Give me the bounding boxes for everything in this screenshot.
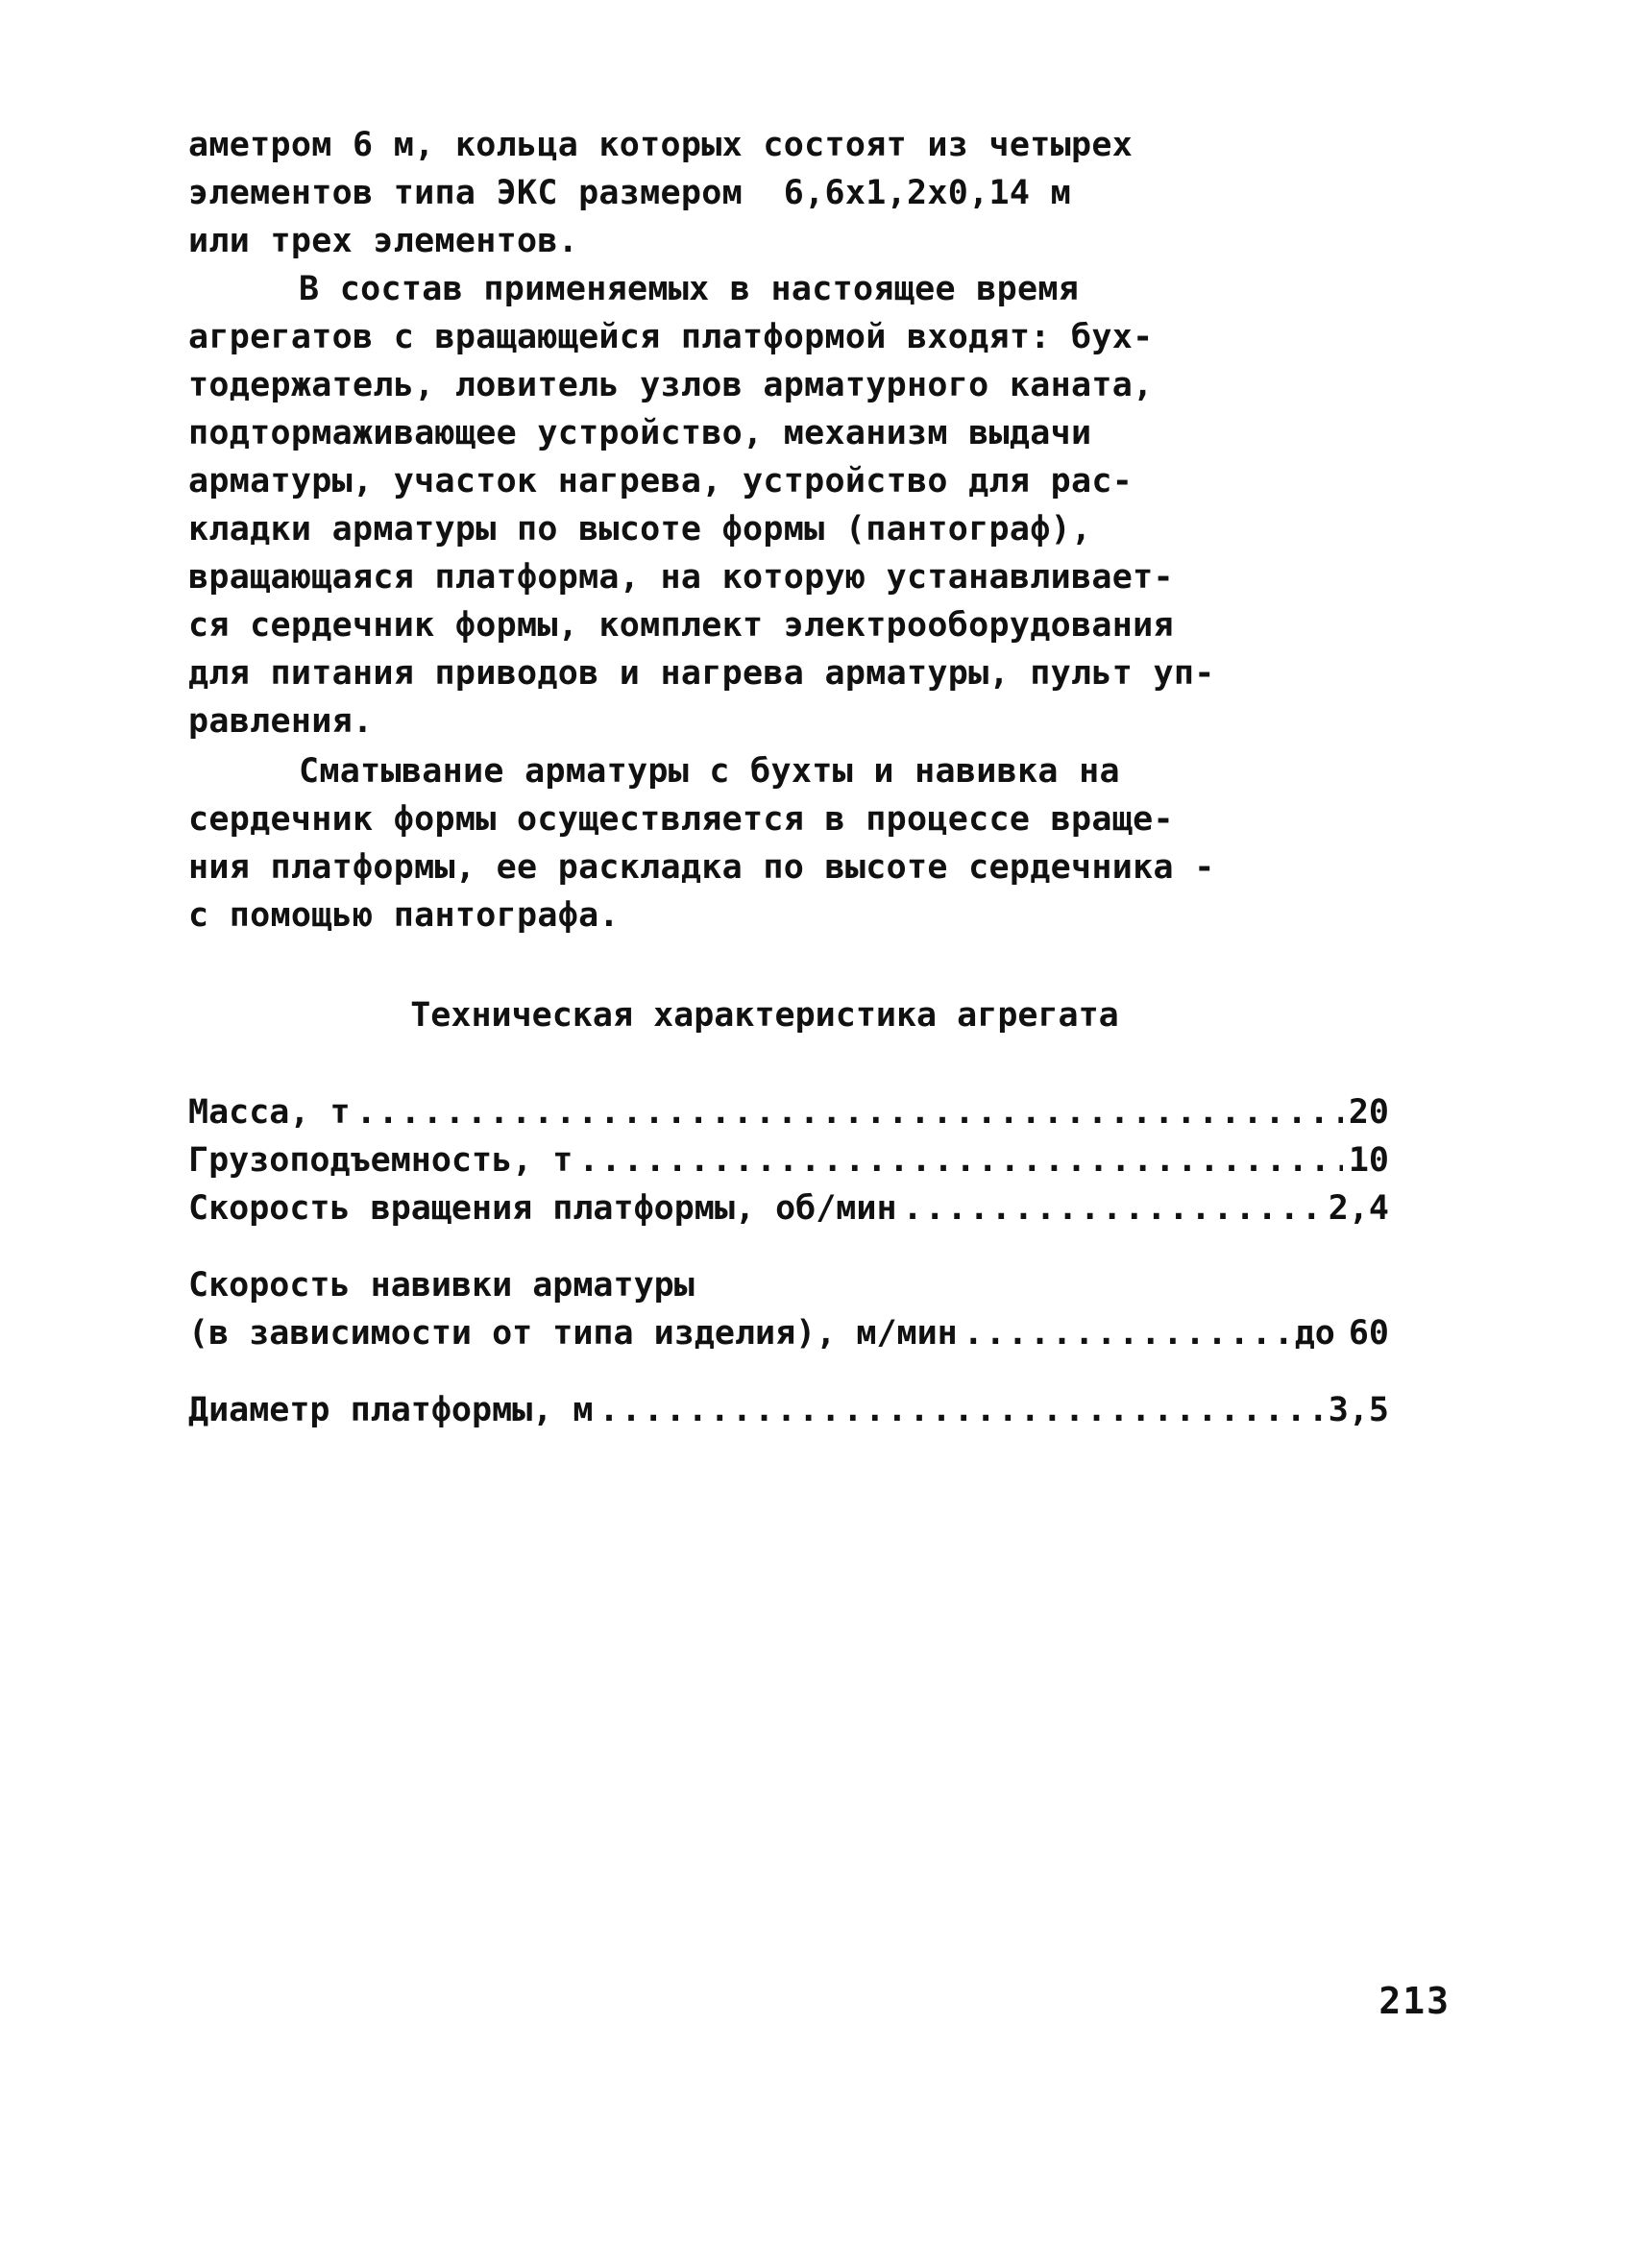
text-line: подтормаживающее устройство, механизм выдачи <box>188 414 1092 452</box>
text-line: В состав применяемых в настоящее время <box>299 270 1080 308</box>
text-line: агрегатов с вращающейся платформой входят: бух- <box>188 318 1154 356</box>
spec-label: Масса, т <box>188 1093 351 1132</box>
paragraph-winding-process <box>188 747 1389 939</box>
text-line: для питания приводов и нагрева арматуры, пульт уп- <box>188 654 1215 693</box>
leader-dots <box>356 1088 1343 1136</box>
text-line: аметром 6 м, кольца которых состоят из четырех <box>188 126 1134 164</box>
spec-heading: Техническая характеристика агрегата <box>410 996 1119 1035</box>
text-line: вращающаяся платформа, на которую устанавливает- <box>188 558 1174 597</box>
text-line: кладки арматуры по высоте формы (пантограф), <box>188 510 1092 549</box>
spec-row-rotation-speed <box>188 1184 1389 1232</box>
spec-row-capacity <box>188 1136 1389 1184</box>
spec-value: 3,5 <box>1328 1391 1389 1429</box>
spec-value-prefix: до <box>1294 1314 1335 1353</box>
text-line: равления. <box>188 702 374 741</box>
spec-label: (в зависимости от типа изделия), м/мин <box>188 1314 958 1353</box>
spec-label: Грузоподъемность, т <box>188 1141 573 1180</box>
page-number: 213 <box>1378 1980 1451 2022</box>
spec-value: 20 <box>1348 1093 1389 1132</box>
leader-dots <box>598 1386 1322 1434</box>
spec-row-winding-speed <box>188 1309 1389 1357</box>
text-line: или трех элементов. <box>188 222 579 260</box>
text-line: сердечник формы осуществляется в процессе враще- <box>188 800 1174 839</box>
text-line: Сматывание арматуры с бухты и навивка на <box>299 752 1120 791</box>
spec-value: 10 <box>1348 1141 1389 1180</box>
spec-row-mass <box>188 1088 1389 1136</box>
text-line: ния платформы, ее раскладка по высоте сердечника - <box>188 848 1215 887</box>
paragraph-composition <box>188 265 1389 745</box>
text-line: элементов типа ЭКС размером 6,6x1,2x0,14 м <box>188 174 1071 212</box>
spec-row-platform-diameter <box>188 1386 1389 1434</box>
spec-label: Скорость вращения платформы, об/мин <box>188 1189 897 1228</box>
spec-value: 2,4 <box>1328 1189 1389 1228</box>
spec-row-winding-speed-label <box>188 1261 1389 1309</box>
text-line: арматуры, участок нагрева, устройство для рас- <box>188 462 1134 500</box>
leader-dots <box>903 1184 1323 1232</box>
text-line: тодержатель, ловитель узлов арматурного каната, <box>188 366 1154 404</box>
leader-dots <box>578 1136 1342 1184</box>
spec-label: Скорость навивки арматуры <box>188 1266 695 1305</box>
text-line: с помощью пантографа. <box>188 896 620 935</box>
spec-value: 60 <box>1348 1314 1389 1353</box>
leader-dots <box>963 1309 1289 1357</box>
spec-label: Диаметр платформы, м <box>188 1391 594 1429</box>
text-line: ся сердечник формы, комплект электрооборудования <box>188 606 1174 645</box>
paragraph-continuation <box>188 121 1389 265</box>
